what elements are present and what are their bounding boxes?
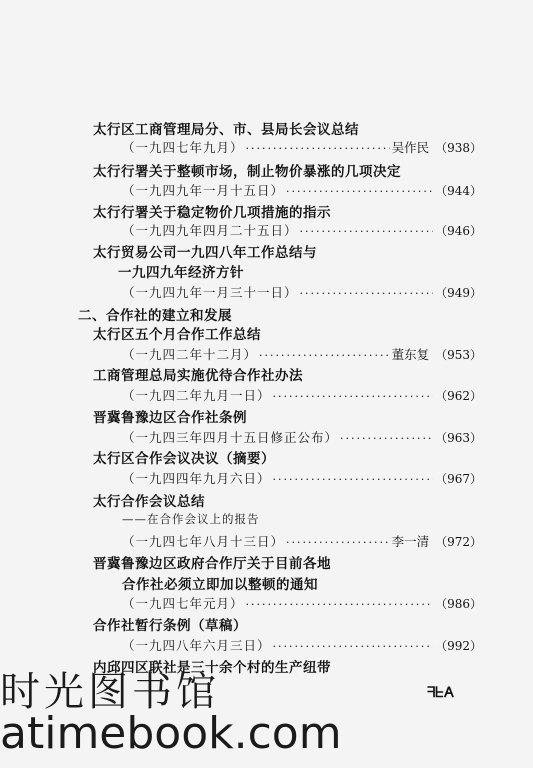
- entry-date-row: [122, 181, 482, 199]
- ink-mark: ᖷᖶ𐌀: [427, 685, 455, 701]
- entry-page: （962）: [435, 389, 482, 403]
- entry-date: （一九四三年四月十五日修正公布）: [122, 430, 339, 445]
- entry-date-row: [122, 138, 482, 156]
- leader-dots: [340, 432, 433, 445]
- entry-title: 太行行署关于稳定物价几项措施的指示: [93, 205, 331, 221]
- leader-dots: [273, 390, 434, 403]
- entry-title: 太行区五个月合作工作总结: [93, 327, 261, 343]
- entry-title-continued: 一九四九年经济方针: [118, 265, 244, 281]
- leader-dots: [286, 536, 390, 549]
- leader-dots: [246, 598, 434, 611]
- entry-date: （一九四八年六月三日）: [122, 638, 271, 653]
- entry-title: 太行区合作会议决议（摘要）: [93, 451, 275, 467]
- entry-page: （944）: [435, 184, 482, 198]
- entry-page: （946）: [435, 224, 482, 238]
- entry-title-continued: 合作社必须立即加以整顿的通知: [122, 577, 318, 593]
- entry-author: 董东复: [391, 347, 430, 362]
- entry-page: （949）: [435, 286, 482, 300]
- leader-dots: [300, 225, 434, 238]
- entry-page: （967）: [435, 472, 482, 486]
- leader-dots: [259, 349, 390, 362]
- entry-date: （一九四九年一月十五日）: [122, 183, 285, 198]
- entry-page: （963）: [435, 431, 482, 445]
- section-heading: 二、合作社的建立和发展: [78, 308, 232, 324]
- entry-date-row: [122, 594, 482, 612]
- entry-date: （一九四九年四月二十五日）: [122, 223, 298, 238]
- entry-date-row: [122, 283, 482, 301]
- entry-page: （972）: [435, 535, 482, 549]
- entry-date: （一九四四年九月六日）: [122, 471, 271, 486]
- entry-title: 合作社暂行条例（草稿）: [93, 618, 247, 634]
- leader-dots: [300, 287, 434, 300]
- entry-page: （953）: [435, 348, 482, 362]
- entry-date-row: [122, 345, 482, 363]
- entry-date: （一九四七年九月）: [122, 140, 244, 155]
- entry-date-row: [122, 636, 482, 654]
- entry-date-row: [122, 428, 482, 446]
- entry-date: （一九四九年一月三十一日）: [122, 285, 298, 300]
- entry-page: （938）: [435, 141, 482, 155]
- entry-title: 太行合作会议总结: [93, 494, 205, 510]
- leader-dots: [286, 185, 433, 198]
- entry-date: （一九四七年八月十三日）: [122, 534, 285, 549]
- entry-date: （一九四七年元月）: [122, 596, 244, 611]
- entry-title: 太行行署关于整顿市场，制止物价暴涨的几项决定: [93, 164, 401, 180]
- entry-date-row: [122, 469, 482, 487]
- entry-subtitle: ——在合作会议上的报告: [122, 512, 260, 526]
- entry-title: 晋冀鲁豫边区政府合作厅关于目前各地: [93, 556, 331, 572]
- leader-dots: [273, 640, 434, 653]
- entry-date-row: [122, 221, 482, 239]
- watermark-line2: atimebook.com: [0, 708, 342, 759]
- entry-author: 吴作民: [391, 140, 430, 155]
- entry-title: 太行区工商管理局分、市、县局长会议总结: [93, 122, 359, 138]
- entry-date: （一九四二年十二月）: [122, 347, 258, 362]
- entry-date-row: [122, 532, 482, 550]
- entry-title: 太行贸易公司一九四八年工作总结与: [93, 245, 317, 261]
- entry-author: 李一清: [391, 534, 430, 549]
- leader-dots: [273, 473, 434, 486]
- entry-date-row: [122, 386, 482, 404]
- entry-title: 晋冀鲁豫边区合作社条例: [93, 410, 247, 426]
- entry-title: 内邱四区联社是三十余个村的生产纽带: [93, 660, 331, 676]
- entry-page: （992）: [435, 639, 482, 653]
- entry-title: 工商管理总局实施优待合作社办法: [93, 368, 303, 384]
- entry-page: （986）: [435, 597, 482, 611]
- leader-dots: [246, 142, 390, 155]
- watermark-line1: 时光图书馆: [0, 669, 220, 715]
- entry-date: （一九四二年九月一日）: [122, 388, 271, 403]
